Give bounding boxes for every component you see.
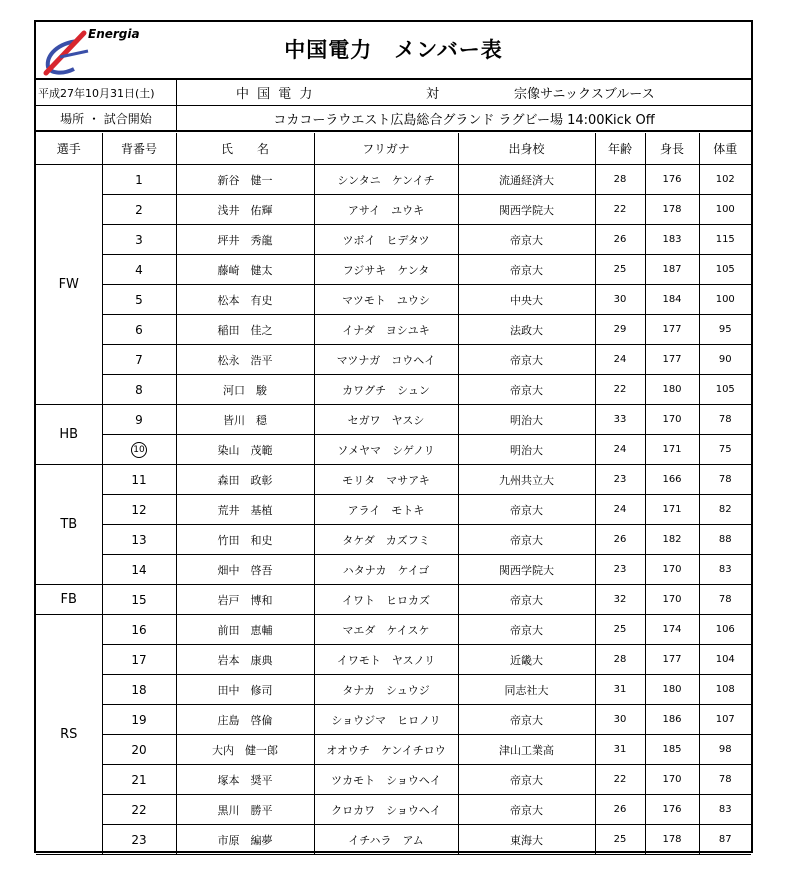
weight-cell: 107 xyxy=(699,705,751,735)
table-row xyxy=(36,645,751,675)
weight-cell: 88 xyxy=(699,525,751,555)
school-cell: 帝京大 xyxy=(458,525,595,555)
table-row xyxy=(36,525,751,555)
name-cell: 浅井 佑輝 xyxy=(176,195,314,225)
school-cell: 九州共立大 xyxy=(458,465,595,495)
venue-text: コカコーラウエスト広島総合グランド ラグビー場 14:00Kick Off xyxy=(273,112,655,128)
height-cell: 180 xyxy=(645,675,699,705)
school-cell: 流通経済大 xyxy=(458,165,595,195)
number-cell: 19 xyxy=(102,705,176,735)
height-cell: 170 xyxy=(645,555,699,585)
position-cell: RS xyxy=(36,615,102,855)
height-cell: 184 xyxy=(645,285,699,315)
age-cell: 22 xyxy=(595,375,645,405)
table-row xyxy=(36,375,751,405)
name-cell: 皆川 穏 xyxy=(176,405,314,435)
age-cell: 32 xyxy=(595,585,645,615)
logo-text: Energia xyxy=(88,27,140,41)
weight-cell: 108 xyxy=(699,675,751,705)
venue-label: 場所 ・ 試合開始 xyxy=(60,111,152,126)
table-row xyxy=(36,345,751,375)
school-cell: 法政大 xyxy=(458,315,595,345)
school-cell: 中央大 xyxy=(458,285,595,315)
height-cell: 187 xyxy=(645,255,699,285)
age-cell: 24 xyxy=(595,345,645,375)
member-sheet xyxy=(34,20,753,853)
school-cell: 帝京大 xyxy=(458,615,595,645)
kana-cell: セガワ ヤスシ xyxy=(314,405,458,435)
number-cell: 16 xyxy=(102,615,176,645)
table-row xyxy=(36,435,751,465)
kana-cell: アサイ ユウキ xyxy=(314,195,458,225)
kana-cell: マツモト ユウシ xyxy=(314,285,458,315)
position-cell: TB xyxy=(36,465,102,585)
name-cell: 新谷 健一 xyxy=(176,165,314,195)
height-cell: 183 xyxy=(645,225,699,255)
number-cell xyxy=(102,435,176,465)
number-cell: 1 xyxy=(102,165,176,195)
name-cell: 田中 修司 xyxy=(176,675,314,705)
kana-cell: フジサキ ケンタ xyxy=(314,255,458,285)
number-cell: 5 xyxy=(102,285,176,315)
name-cell: 竹田 和史 xyxy=(176,525,314,555)
weight-cell: 98 xyxy=(699,735,751,765)
table-row xyxy=(36,705,751,735)
name-cell: 松本 有史 xyxy=(176,285,314,315)
kana-cell: イワモト ヤスノリ xyxy=(314,645,458,675)
name-header: 氏 名 xyxy=(176,133,314,165)
table-row xyxy=(36,765,751,795)
name-cell: 市原 編夢 xyxy=(176,825,314,855)
school-cell: 帝京大 xyxy=(458,795,595,825)
height-cell: 180 xyxy=(645,375,699,405)
kana-cell: マツナガ コウヘイ xyxy=(314,345,458,375)
age-cell: 24 xyxy=(595,495,645,525)
table-row xyxy=(36,165,751,195)
number-header: 背番号 xyxy=(102,133,176,165)
school-cell: 関西学院大 xyxy=(458,555,595,585)
name-cell: 畑中 啓吾 xyxy=(176,555,314,585)
title-row xyxy=(36,22,751,80)
weight-cell: 83 xyxy=(699,555,751,585)
table-row xyxy=(36,825,751,855)
kana-cell: イチハラ アム xyxy=(314,825,458,855)
roster-table xyxy=(36,133,751,855)
age-cell: 23 xyxy=(595,465,645,495)
age-cell: 26 xyxy=(595,225,645,255)
school-cell: 帝京大 xyxy=(458,375,595,405)
height-cell: 182 xyxy=(645,525,699,555)
height-cell: 185 xyxy=(645,735,699,765)
match-date: 平成27年10月31日(土) xyxy=(38,86,155,100)
kana-cell: タケダ カズフミ xyxy=(314,525,458,555)
number-cell: 20 xyxy=(102,735,176,765)
weight-cell: 78 xyxy=(699,465,751,495)
number-cell: 4 xyxy=(102,255,176,285)
school-cell: 関西学院大 xyxy=(458,195,595,225)
table-row xyxy=(36,795,751,825)
table-row xyxy=(36,615,751,645)
number-cell: 22 xyxy=(102,795,176,825)
height-cell: 174 xyxy=(645,615,699,645)
table-row xyxy=(36,675,751,705)
height-header: 身長 xyxy=(645,133,699,165)
table-row xyxy=(36,555,751,585)
weight-cell: 100 xyxy=(699,285,751,315)
name-cell: 坪井 秀龍 xyxy=(176,225,314,255)
number-cell: 17 xyxy=(102,645,176,675)
age-cell: 22 xyxy=(595,195,645,225)
age-cell: 28 xyxy=(595,165,645,195)
weight-cell: 90 xyxy=(699,345,751,375)
school-cell: 帝京大 xyxy=(458,225,595,255)
weight-cell: 78 xyxy=(699,585,751,615)
table-row xyxy=(36,465,751,495)
kana-cell: ハタナカ ケイゴ xyxy=(314,555,458,585)
name-cell: 塚本 奨平 xyxy=(176,765,314,795)
kana-cell: ショウジマ ヒロノリ xyxy=(314,705,458,735)
kana-cell: イナダ ヨシユキ xyxy=(314,315,458,345)
table-row xyxy=(36,585,751,615)
age-cell: 25 xyxy=(595,615,645,645)
name-cell: 稲田 佳之 xyxy=(176,315,314,345)
school-cell: 近畿大 xyxy=(458,645,595,675)
kana-cell: クロカワ ショウヘイ xyxy=(314,795,458,825)
table-row xyxy=(36,285,751,315)
age-cell: 26 xyxy=(595,795,645,825)
number-cell: 11 xyxy=(102,465,176,495)
height-cell: 171 xyxy=(645,435,699,465)
age-cell: 25 xyxy=(595,825,645,855)
school-cell: 帝京大 xyxy=(458,255,595,285)
age-cell: 22 xyxy=(595,765,645,795)
weight-cell: 100 xyxy=(699,195,751,225)
table-row xyxy=(36,255,751,285)
height-cell: 176 xyxy=(645,795,699,825)
kana-cell: ソメヤマ シゲノリ xyxy=(314,435,458,465)
school-cell: 同志社大 xyxy=(458,675,595,705)
table-row xyxy=(36,495,751,525)
kana-header: フリガナ xyxy=(314,133,458,165)
position-cell: FW xyxy=(36,165,102,405)
name-cell: 染山 茂範 xyxy=(176,435,314,465)
table-row xyxy=(36,405,751,435)
number-cell: 6 xyxy=(102,315,176,345)
number-cell: 21 xyxy=(102,765,176,795)
age-cell: 30 xyxy=(595,285,645,315)
school-cell: 津山工業高 xyxy=(458,735,595,765)
kana-cell: シンタニ ケンイチ xyxy=(314,165,458,195)
kana-cell: アライ モトキ xyxy=(314,495,458,525)
number-cell: 13 xyxy=(102,525,176,555)
weight-cell: 115 xyxy=(699,225,751,255)
age-cell: 28 xyxy=(595,645,645,675)
kana-cell: ツカモト ショウヘイ xyxy=(314,765,458,795)
weight-cell: 102 xyxy=(699,165,751,195)
weight-cell: 106 xyxy=(699,615,751,645)
height-cell: 177 xyxy=(645,345,699,375)
school-cell: 帝京大 xyxy=(458,345,595,375)
school-cell: 帝京大 xyxy=(458,495,595,525)
name-cell: 黒川 勝平 xyxy=(176,795,314,825)
table-row xyxy=(36,315,751,345)
number-cell: 18 xyxy=(102,675,176,705)
age-cell: 30 xyxy=(595,705,645,735)
height-cell: 186 xyxy=(645,705,699,735)
table-row xyxy=(36,195,751,225)
height-cell: 170 xyxy=(645,405,699,435)
school-cell: 帝京大 xyxy=(458,705,595,735)
number-cell: 7 xyxy=(102,345,176,375)
height-cell: 170 xyxy=(645,585,699,615)
weight-cell: 78 xyxy=(699,405,751,435)
table-row xyxy=(36,225,751,255)
kana-cell: タナカ シュウジ xyxy=(314,675,458,705)
weight-cell: 105 xyxy=(699,375,751,405)
table-row xyxy=(36,735,751,765)
age-cell: 26 xyxy=(595,525,645,555)
name-cell: 荒井 基植 xyxy=(176,495,314,525)
weight-cell: 104 xyxy=(699,645,751,675)
number-cell: 2 xyxy=(102,195,176,225)
position-cell: FB xyxy=(36,585,102,615)
away-team: 宗像サニックスブルース xyxy=(514,87,655,102)
page-title: 中国電力 メンバー表 xyxy=(284,38,503,62)
venue-row xyxy=(36,106,751,132)
kana-cell: モリタ マサアキ xyxy=(314,465,458,495)
weight-cell: 82 xyxy=(699,495,751,525)
weight-cell: 75 xyxy=(699,435,751,465)
height-cell: 178 xyxy=(645,195,699,225)
weight-cell: 87 xyxy=(699,825,751,855)
height-cell: 171 xyxy=(645,495,699,525)
position-cell: HB xyxy=(36,405,102,465)
name-cell: 庄島 啓倫 xyxy=(176,705,314,735)
school-cell: 帝京大 xyxy=(458,585,595,615)
height-cell: 166 xyxy=(645,465,699,495)
school-header: 出身校 xyxy=(458,133,595,165)
age-cell: 31 xyxy=(595,675,645,705)
captain-number: 10 xyxy=(131,442,147,458)
weight-cell: 95 xyxy=(699,315,751,345)
name-cell: 森田 政彰 xyxy=(176,465,314,495)
match-row xyxy=(36,80,751,106)
number-cell: 3 xyxy=(102,225,176,255)
kana-cell: ツボイ ヒデタツ xyxy=(314,225,458,255)
number-cell: 14 xyxy=(102,555,176,585)
weight-header: 体重 xyxy=(699,133,751,165)
number-cell: 8 xyxy=(102,375,176,405)
kana-cell: マエダ ケイスケ xyxy=(314,615,458,645)
name-cell: 岩戸 博和 xyxy=(176,585,314,615)
school-cell: 明治大 xyxy=(458,435,595,465)
height-cell: 170 xyxy=(645,765,699,795)
age-cell: 25 xyxy=(595,255,645,285)
age-cell: 31 xyxy=(595,735,645,765)
home-team: 中 国 電 力 xyxy=(236,87,315,102)
weight-cell: 78 xyxy=(699,765,751,795)
school-cell: 東海大 xyxy=(458,825,595,855)
number-cell: 12 xyxy=(102,495,176,525)
school-cell: 帝京大 xyxy=(458,765,595,795)
weight-cell: 83 xyxy=(699,795,751,825)
height-cell: 177 xyxy=(645,645,699,675)
height-cell: 178 xyxy=(645,825,699,855)
school-cell: 明治大 xyxy=(458,405,595,435)
number-cell: 9 xyxy=(102,405,176,435)
kana-cell: カワグチ シュン xyxy=(314,375,458,405)
age-cell: 29 xyxy=(595,315,645,345)
number-cell: 15 xyxy=(102,585,176,615)
number-cell: 23 xyxy=(102,825,176,855)
versus-label: 対 xyxy=(426,87,440,102)
roster-header xyxy=(36,133,751,165)
kana-cell: イワト ヒロカズ xyxy=(314,585,458,615)
age-cell: 23 xyxy=(595,555,645,585)
name-cell: 前田 恵輔 xyxy=(176,615,314,645)
kana-cell: オオウチ ケンイチロウ xyxy=(314,735,458,765)
name-cell: 藤崎 健太 xyxy=(176,255,314,285)
age-cell: 24 xyxy=(595,435,645,465)
name-cell: 岩本 康典 xyxy=(176,645,314,675)
weight-cell: 105 xyxy=(699,255,751,285)
name-cell: 河口 駿 xyxy=(176,375,314,405)
name-cell: 松永 浩平 xyxy=(176,345,314,375)
age-header: 年齢 xyxy=(595,133,645,165)
height-cell: 176 xyxy=(645,165,699,195)
age-cell: 33 xyxy=(595,405,645,435)
height-cell: 177 xyxy=(645,315,699,345)
name-cell: 大内 健一郎 xyxy=(176,735,314,765)
position-header: 選手 xyxy=(36,133,102,165)
